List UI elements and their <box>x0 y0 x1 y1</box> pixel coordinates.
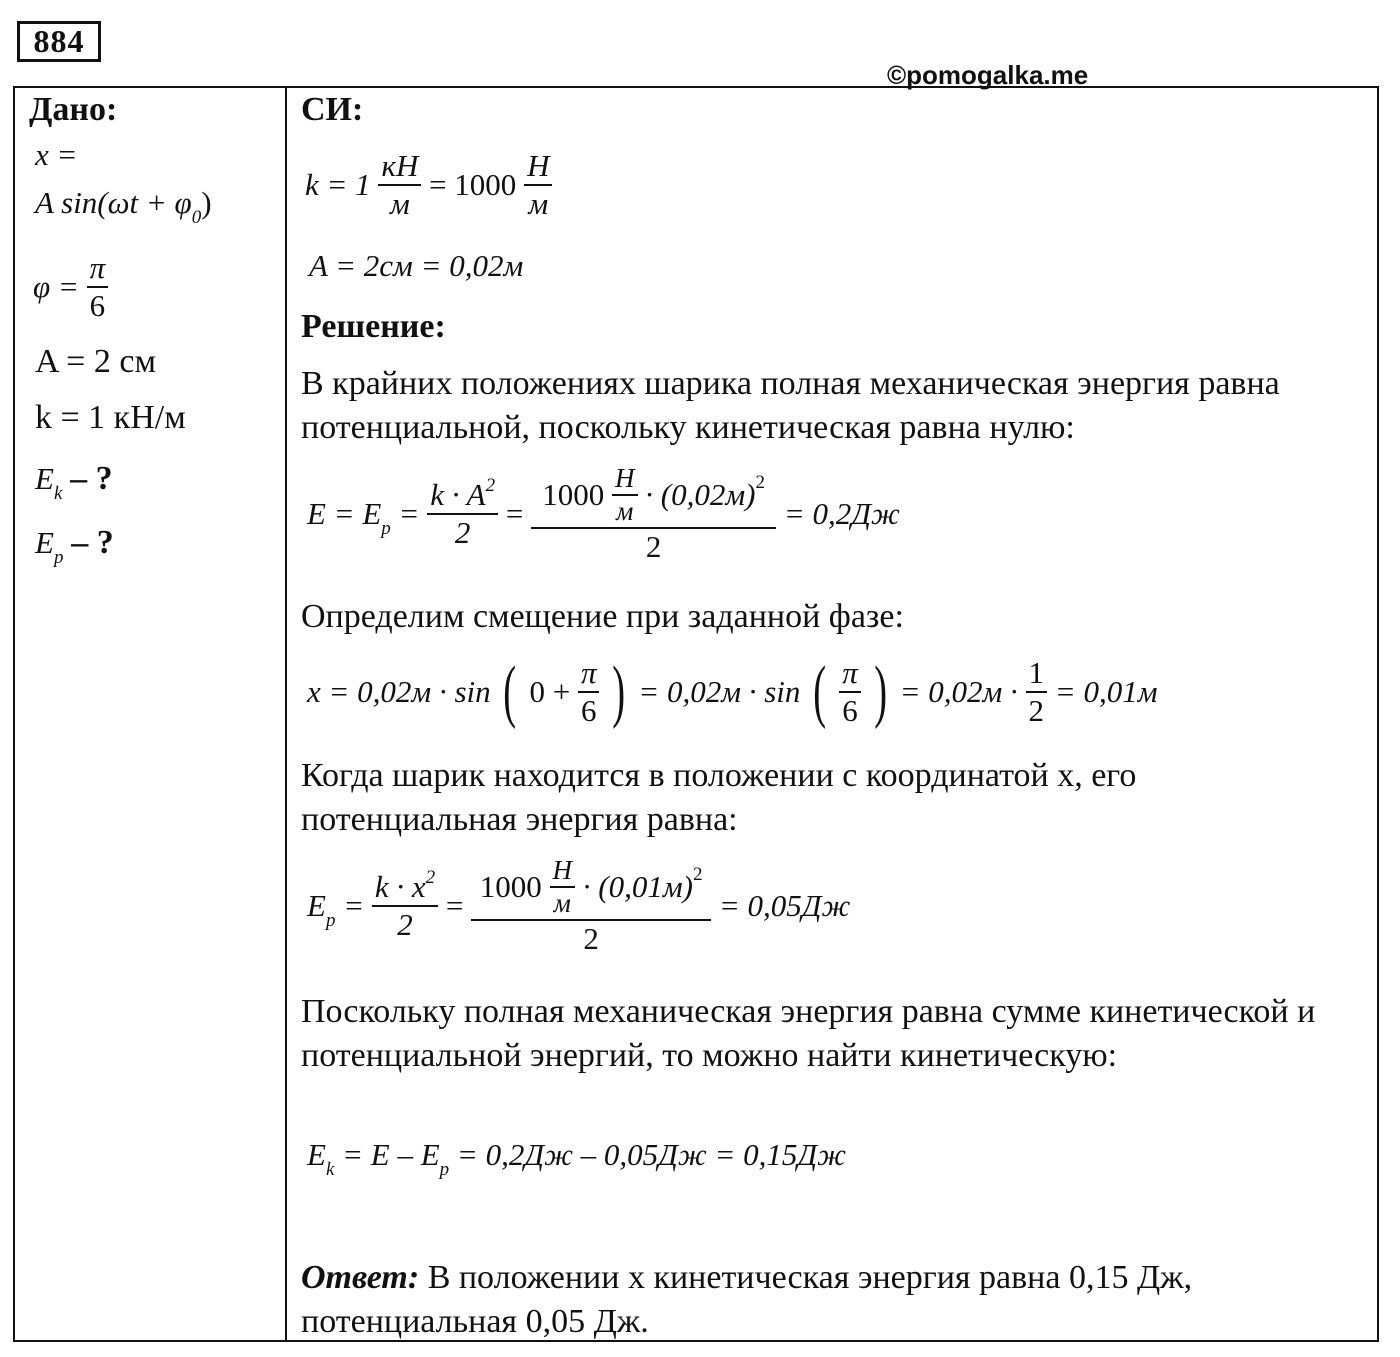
given-heading: Дано: <box>29 91 118 128</box>
equation-3: $E_p$ = $\frac{k \cdot x^2}{2}$ = 1000 $\frac{Н}{м}$ · $(0,01м)^2$ 2 = 0,05Дж <box>307 855 851 956</box>
eq1-frac-num-sup: 2 <box>485 475 496 496</box>
si-k-mid: = 1000 <box>429 167 517 202</box>
eq1-big-num-sup: 2 <box>755 472 765 494</box>
eq2-c: = 0,02м · sin <box>638 674 801 709</box>
eq2-a: x = 0,02м · sin <box>307 674 491 709</box>
si-A-conversion: A = 2см = 0,02м <box>309 248 524 283</box>
given-x-rhs <box>35 185 212 228</box>
given-phi-num: π <box>89 250 106 285</box>
eq1-frac <box>427 477 498 551</box>
answer <box>301 1256 1351 1344</box>
given-Ep-unknown: – ? <box>71 524 114 561</box>
given-Ep-sub: p <box>53 547 64 568</box>
si-heading: СИ: <box>301 91 364 128</box>
watermark: ©pomogalka.me <box>887 60 1089 90</box>
eq1-frac-num-text: k · A <box>430 477 486 512</box>
eq3-lhs: $E_p$ = <box>307 888 365 931</box>
solution-paragraph-1: В крайних положениях шарика полная механическая энергия равна потенциальной, поскольку кинетическая равна нулю: <box>301 365 1280 446</box>
eq3-unit-den: м <box>550 886 576 919</box>
eq3-big-frac <box>471 855 711 957</box>
eq3-frac-den: 2 <box>372 905 438 943</box>
given-Ek-sym: E <box>35 461 54 496</box>
eq1-big-den: 2 <box>531 527 776 565</box>
solution-heading: Решение: <box>301 308 446 345</box>
eq2-half-num: 1 <box>1028 655 1045 690</box>
eq3-frac-num-sup: 2 <box>425 867 436 888</box>
equation-1: $E = E_p$ = $\frac{k \cdot A^2}{2}$ = 1000 $\frac{Н}{м}$ · $(0,02м)^2$ 2 = 0,2Дж <box>307 463 900 564</box>
eq3-big-num-a: 1000 <box>479 869 542 904</box>
solution-paragraph-4: Поскольку полная механическая энергия равна сумме кинетической и потенциальной энергий, то можно найти кинетическую: <box>301 993 1316 1074</box>
given-A: A = 2 см <box>35 343 156 380</box>
eq2-half <box>1026 655 1048 729</box>
si-k-frac1 <box>378 148 421 222</box>
given-Ek <box>35 460 113 504</box>
answer-text: В положении х кинетическая энергия равна 0,15 Дж, потенциальная 0,05 Дж. <box>301 1259 1193 1340</box>
eq1-big-num-b: · (0,02м) <box>645 477 756 512</box>
eq4-b: = E – E <box>342 1137 440 1172</box>
eq1-lhs-text: E = E <box>307 496 382 531</box>
eq2-half-den: 2 <box>1026 691 1048 729</box>
eq1-big-num-a: 1000 <box>542 477 605 512</box>
eq4-a-sub: k <box>325 1159 335 1180</box>
eq1-unit-den: м <box>612 494 638 527</box>
eq1-lhs: $E = E_p$ = <box>307 496 420 539</box>
problem-number: 884 <box>17 21 101 62</box>
given-phi-lhs: φ = <box>33 269 79 304</box>
eq2-d: = 0,02м · <box>899 674 1018 709</box>
eq2-b: 0 + <box>529 674 571 709</box>
eq1-big-num <box>531 463 776 527</box>
eq3-big-den: 2 <box>471 919 711 957</box>
eq3-frac <box>372 869 438 943</box>
eq3-lhs-text: E <box>307 888 326 923</box>
eq3-unit-frac <box>550 855 576 919</box>
eq4-b-sub: p <box>439 1159 450 1180</box>
eq1-unit-frac <box>612 463 638 527</box>
eq2-pi-1: π <box>580 655 597 690</box>
eq4-a: E <box>307 1137 326 1172</box>
given-x-rhs-text: A sin(ωt + φ <box>35 185 192 220</box>
eq1-unit-num: Н <box>615 463 635 493</box>
eq2-pi-2: π <box>842 655 858 690</box>
eq3-frac-num-text: k · x <box>374 869 426 904</box>
given-Ep <box>35 524 114 568</box>
si-k-frac2-num: Н <box>527 148 550 183</box>
column-divider <box>285 86 287 1342</box>
eq2-pi-frac-2 <box>839 655 861 729</box>
given-Ek-sub: k <box>53 483 63 504</box>
eq1-lhs-sub: p <box>381 518 391 539</box>
si-k-frac2-den: м <box>524 184 552 222</box>
si-k-conversion <box>305 148 552 222</box>
si-k-frac1-num: кН <box>381 148 419 183</box>
eq1-frac-num <box>427 477 498 513</box>
eq2-six-1: 6 <box>578 691 600 729</box>
given-phi <box>33 250 108 324</box>
eq1-result: = 0,2Дж <box>783 496 900 531</box>
given-Ep-sym: E <box>35 525 54 560</box>
eq3-frac-num <box>372 869 438 905</box>
solution-paragraph-2: Определим смещение при заданной фазе: <box>301 598 904 635</box>
eq3-lhs-sub: p <box>325 910 336 931</box>
si-k-frac2 <box>524 148 552 222</box>
eq3-unit-num: Н <box>552 855 573 885</box>
si-k-lhs: k = 1 <box>305 167 371 202</box>
given-phi-frac <box>87 250 109 324</box>
given-k: k = 1 кН/м <box>35 399 186 436</box>
eq2-six-2: 6 <box>839 691 861 729</box>
eq2-e: = 0,01м <box>1054 674 1158 709</box>
si-k-frac1-den: м <box>378 184 421 222</box>
eq3-result: = 0,05Дж <box>718 888 851 923</box>
eq3-big-num-sup: 2 <box>692 864 703 886</box>
answer-label: Ответ: <box>301 1259 420 1296</box>
given-Ek-unknown: – ? <box>70 460 113 497</box>
given-phi-den: 6 <box>87 286 109 324</box>
eq4-c: = 0,2Дж – 0,05Дж = 0,15Дж <box>456 1137 846 1172</box>
equation-4 <box>307 1137 846 1180</box>
eq3-big-num <box>471 855 711 919</box>
eq2-pi-frac-1 <box>578 655 600 729</box>
eq3-big-num-b: · (0,01м) <box>582 869 693 904</box>
given-x-rhs-sub: 0 <box>191 207 202 228</box>
given-x-rhs-end: ) <box>201 185 212 220</box>
equation-2: x = 0,02м · sin ( 0 + $\frac{\pi}{6}$ ) = 0,02м · sin ( $\frac{\pi}{6}$ ) = 0,02м · $\frac{1}{2}$ = 0,01м <box>307 653 1158 730</box>
eq1-big-frac <box>531 463 776 565</box>
given-x-lhs: x = <box>35 137 78 172</box>
solution-paragraph-3: Когда шарик находится в положении с координатой х, его потенциальная энергия равна: <box>301 757 1137 838</box>
eq1-frac-den: 2 <box>427 513 498 551</box>
